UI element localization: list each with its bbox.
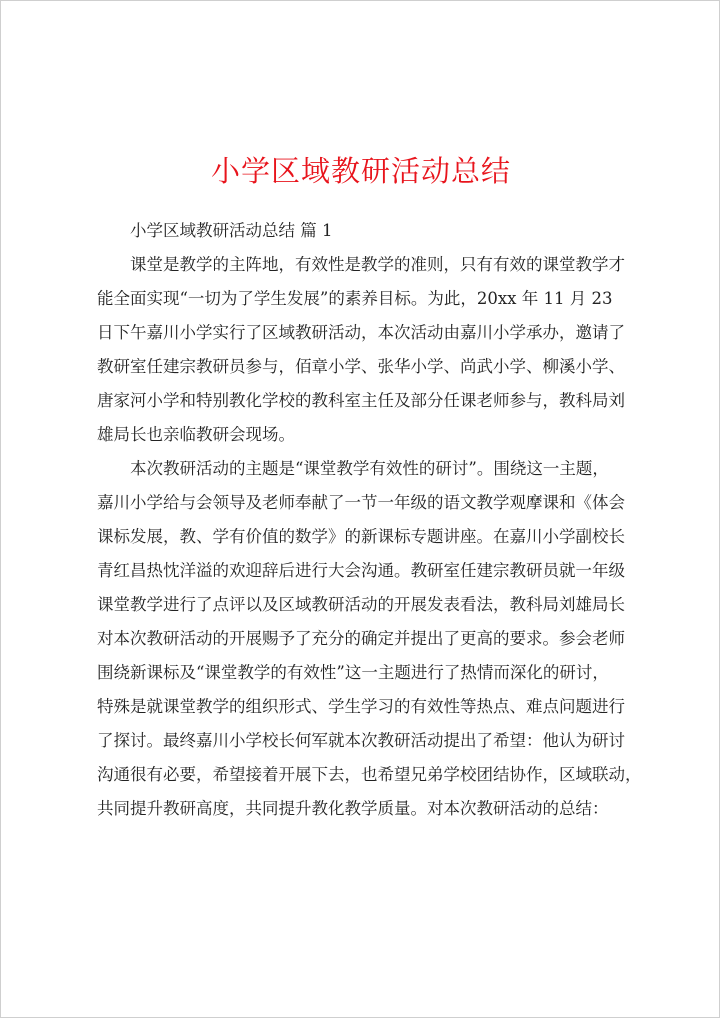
paragraph-line: 课堂教学进行了点评以及区域教研活动的开展发表看法，教科局刘雄局长	[97, 595, 625, 614]
paragraph-line: 特殊是就课堂教学的组织形式、学生学习的有效性等热点、难点问题进行	[97, 697, 625, 716]
section-subtitle: 小学区域教研活动总结 篇 1	[130, 221, 333, 240]
paragraph-1	[97, 248, 637, 452]
paragraph-2	[97, 452, 642, 826]
paragraph-line: 嘉川小学给与会领导及老师奉献了一节一年级的语文教学观摩课和《体会	[97, 493, 625, 512]
paragraph-line: 能全面实现“一切为了学生发展”的素养目标。为此，20xx 年 11 月 23	[97, 289, 613, 308]
paragraph-line: 唐家河小学和特别教化学校的教科室主任及部分任课老师参与，教科局刘	[97, 391, 625, 410]
paragraph-line: 课标发展，教、学有价值的数学》的新课标专题讲座。在嘉川小学副校长	[97, 527, 625, 546]
paragraph-line: 了探讨。最终嘉川小学校长何军就本次教研活动提出了希望：他认为研讨	[97, 731, 625, 750]
paragraph-line: 课堂是教学的主阵地，有效性是教学的准则，只有有效的课堂教学才	[130, 255, 625, 274]
paragraph-line: 日下午嘉川小学实行了区域教研活动，本次活动由嘉川小学承办，邀请了	[97, 323, 625, 342]
document-body	[97, 214, 642, 826]
paragraph-line: 教研室任建宗教研员参与，佰章小学、张华小学、尚武小学、柳溪小学、	[97, 357, 625, 376]
paragraph-line: 围绕新课标及“课堂教学的有效性”这一主题进行了热情而深化的研讨，	[97, 663, 609, 682]
paragraph-line: 雄局长也亲临教研会现场。	[97, 425, 295, 444]
document-title: 小学区域教研活动总结	[210, 154, 511, 188]
paragraph-line: 对本次教研活动的开展赐予了充分的确定并提出了更高的要求。参会老师	[97, 629, 625, 648]
paragraph-line: 本次教研活动的主题是“课堂教学有效性的研讨”。围绕这一主题，	[130, 459, 609, 478]
paragraph-line: 沟通很有必要，希望接着开展下去，也希望兄弟学校团结协作，区域联动，	[97, 765, 642, 784]
paragraph-line: 青红昌热忱洋溢的欢迎辞后进行大会沟通。教研室任建宗教研员就一年级	[97, 561, 625, 580]
paragraph-line: 共同提升教研高度，共同提升教化教学质量。对本次教研活动的总结：	[97, 799, 609, 818]
